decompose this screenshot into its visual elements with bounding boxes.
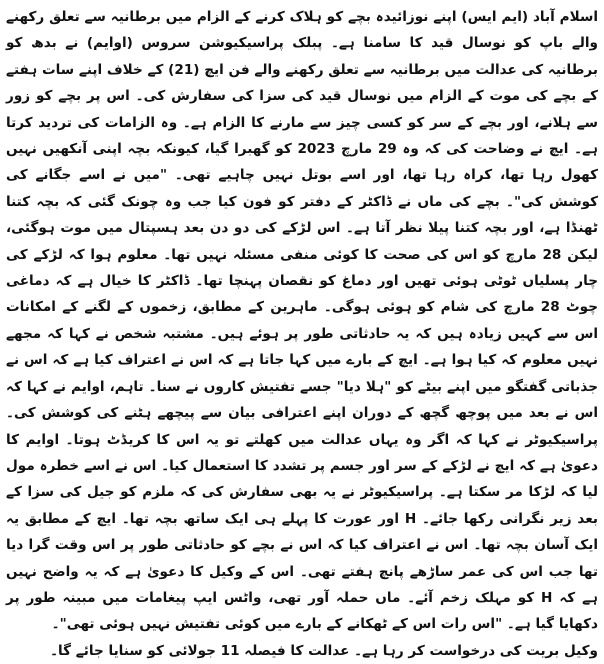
- article-body-paragraph: اسلام آباد (ایم ایس) اپنے نوزائیدہ بچے کو ہلاک کرنے کے الزام میں برطانیہ سے تعلق رکھنے والے باپ کو نوسال قید کا سامنا ہے۔ پبلک پراسیکیوشن سروس (اوایم) نے بدھ کو برطانیہ کی عدالت میں برطانیہ سے تعلق رکھنے والے فن ایچ (21) کے خلاف اپنے سات ہفتے کے بچے کی موت کے الزام میں نوسال قید کی سزا کی سفارش کی۔ اس پر بچے کو زور سے ہلانے، اور بچے کے سر کو کسی چیز سے مارنے کا الزام ہے۔ وہ الزامات کی تردید کرتا ہے۔ ایچ نے وضاحت کی کہ وہ 29 مارچ 2023 کو گھبرا گیا، کیونکہ بچہ اپنی آنکھیں نہیں کھول رہا تھا، کراہ رہا تھا، اور اسے بوتل نہیں چاہیے تھی۔ "میں نے اسے جگانے کی کوشش کی"۔ بچے کی ماں نے ڈاکٹر کے دفتر کو فون کیا جب وہ چونک گئی کہ بچہ کتنا ٹھنڈا ہے، اور بچہ کتنا پیلا نظر آتا ہے۔ اس لڑکے کی دو دن بعد ہسپتال میں موت ہوگئی، لیکن 28 مارچ کو اس کی صحت کا کوئی منفی مسئلہ نہیں تھا۔ معلوم ہوا کہ لڑکے کی چار پسلیاں ٹوٹی ہوئی تھیں اور دماغ کو نقصان پہنچا تھا۔ ڈاکٹر کا خیال ہے کہ دماغی چوٹ 28 مارچ کی شام کو ہوئی ہوگی۔ ماہرین کے مطابق، زخموں کے لگنے کے امکانات اس سے کہیں زیادہ ہیں کہ یہ حادثاتی طور پر ہوئے ہیں۔ مشتبہ شخص نے کہا کہ مجھے نہیں معلوم کہ کیا ہوا ہے۔ ایچ کے بارے میں کہا جاتا ہے کہ اس نے اعتراف کیا ہے کہ اس نے جذباتی گفتگو میں اپنے بیٹے کو "ہلا دیا" جسے تفتیش کاروں نے سنا۔ تاہم، اوایم نے کہا کہ اس نے بعد میں پوچھ گچھ کے دوران اپنے اعترافی بیان سے پیچھے ہٹنے کی کوشش کی۔ پراسیکیوٹر نے کہا کہ اگر وہ یہاں عدالت میں کھلتے تو یہ اس کا کریڈٹ ہوتا۔ اوایم کا دعویٰ ہے کہ ایچ نے لڑکے کے سر اور جسم پر تشدد کا استعمال کیا۔ اس نے اسے خطرہ مول لیا کہ لڑکا مر سکتا ہے۔ پراسیکیوٹر نے یہ بھی سفارش کی کہ ملزم کو جیل کی سزا کے بعد زیر نگرانی رکھا جائے۔ H اور عورت کا پہلے ہی ایک ساتھ بچہ تھا۔ ایچ کے مطابق یہ ایک آسان بچہ تھا۔ اس نے اعتراف کیا کہ اس نے بچے کو حادثاتی طور پر اس وقت گرا دیا تھا جب اس کی عمر ساڑھے پانچ ہفتے تھی۔ اس کے وکیل کا دعویٰ ہے کہ یہ واضح نہیں ہے کہ H کو مہلک زخم آئے۔ ماں حملہ آور تھی، واٹس ایپ پیغامات میں مبینہ طور پر دکھایا گیا ہے۔ "اس رات اس کے ٹھکانے کے بارے میں کوئی تفتیش نہیں ہوئی تھی"۔: [6, 9, 599, 633]
- article-closing-paragraph: وکیل بریت کی درخواست کر رہا ہے۔ عدالت کا فیصلہ 11 جولائی کو سنایا جائے گا۔: [50, 642, 598, 659]
- news-article: [6, 4, 598, 664]
